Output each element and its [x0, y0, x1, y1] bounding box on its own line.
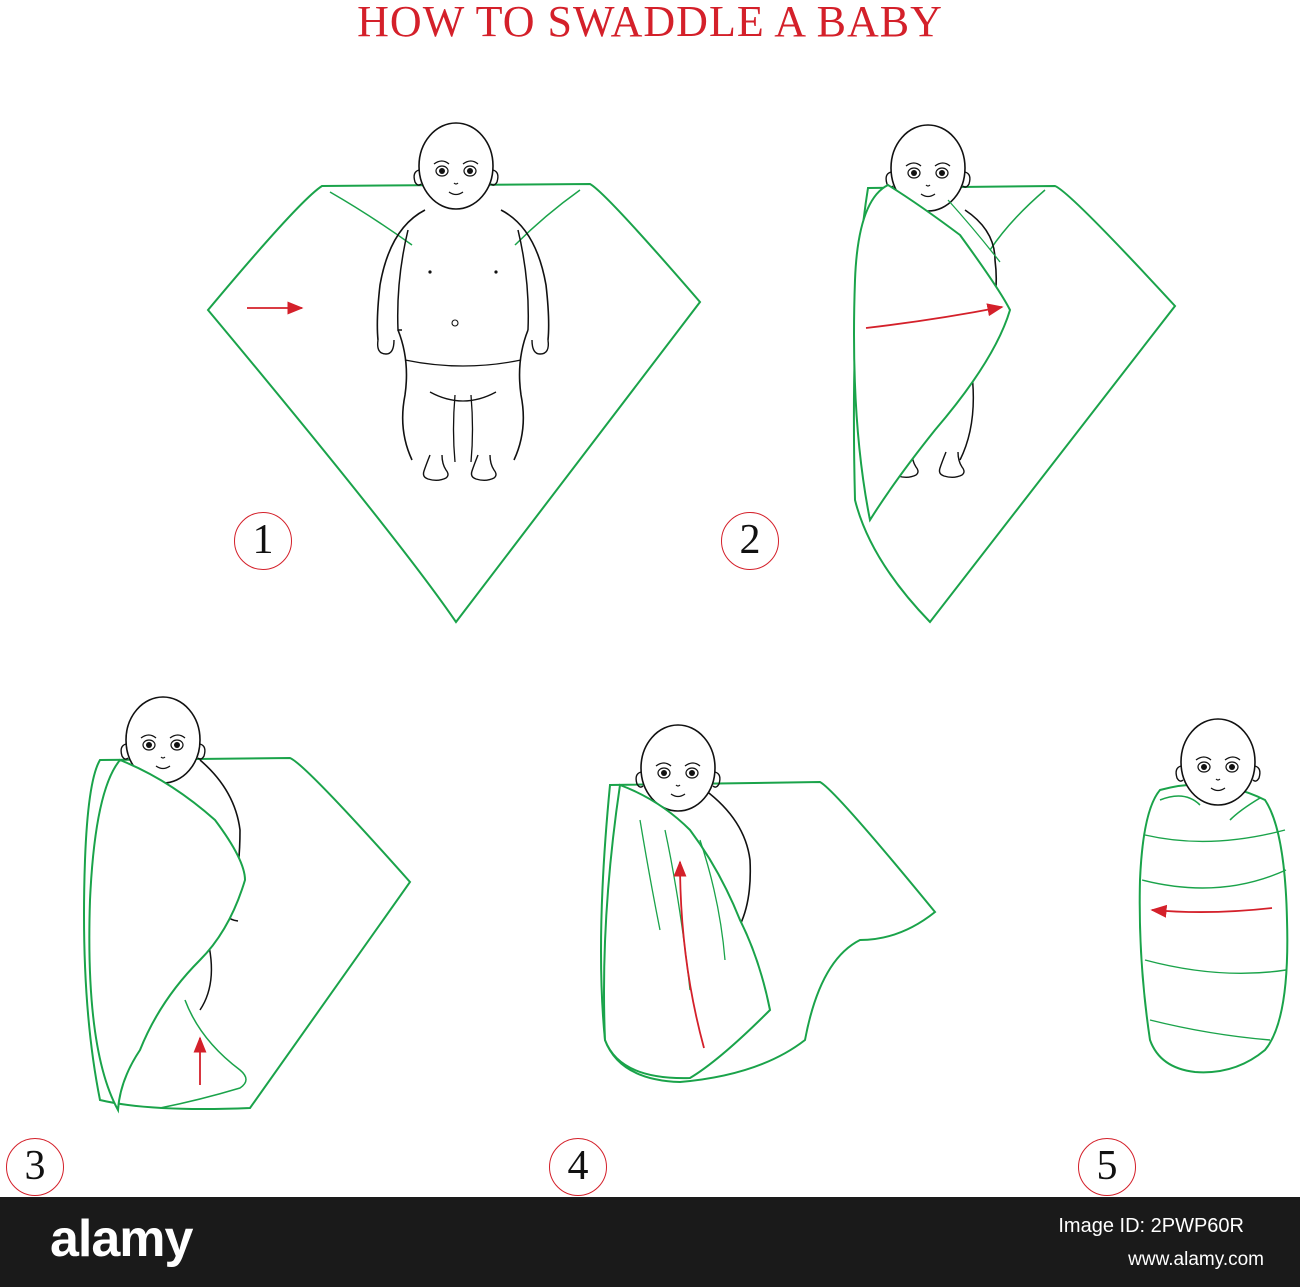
step-number-5: 5 — [1078, 1138, 1136, 1196]
watermark-bar — [0, 1197, 1300, 1287]
swaddle — [1140, 784, 1288, 1072]
step-number-4: 4 — [549, 1138, 607, 1196]
brand-logo: alamy — [50, 1210, 193, 1268]
step-number-1: 1 — [234, 512, 292, 570]
source-url: www.alamy.com — [1128, 1249, 1264, 1270]
step-3-illustration — [84, 697, 410, 1110]
step-5-illustration — [1140, 719, 1288, 1072]
step-2-illustration — [854, 125, 1175, 622]
image-id: Image ID: 2PWP60R — [1058, 1215, 1244, 1237]
step-number-2: 2 — [721, 512, 779, 570]
step-4-illustration — [601, 725, 935, 1082]
step-number-3: 3 — [6, 1138, 64, 1196]
page-title: HOW TO SWADDLE A BABY — [357, 0, 943, 46]
